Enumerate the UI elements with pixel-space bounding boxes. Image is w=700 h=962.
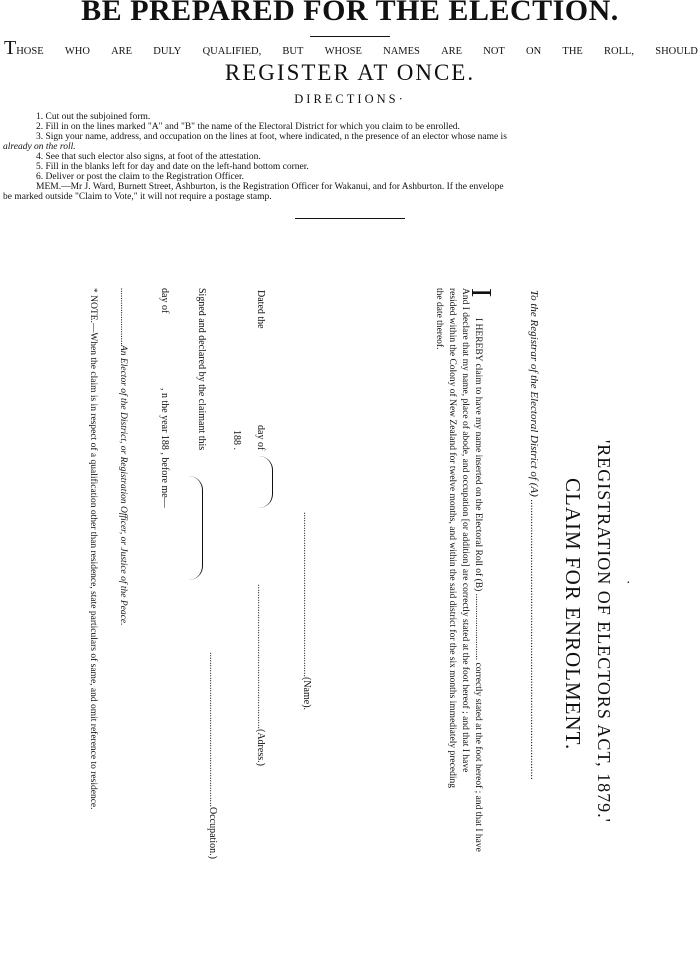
claim-line: And I declare that my name, place of abode, and occupation [or addition] are correctly stated at the foot hereof ; and that I have: [460, 288, 470, 773]
elector-signature-line[interactable]: ........................An Elector of the District, or Registration Officer, or Justice of the Peace.: [118, 288, 128, 626]
intro-word: THE: [562, 46, 583, 57]
signed-declared-line: Signed and declared by the claimant this: [196, 288, 207, 451]
intro-word: DULY: [153, 46, 182, 57]
intro-word: NAMES: [383, 46, 420, 57]
day-of-label: day of: [159, 288, 170, 314]
intro-word: ON: [526, 46, 542, 57]
directions-title: DIRECTIONS·: [294, 92, 406, 106]
footnote: * NOTE.—When the claim is in respect of a qualification other than residence, state particulars of same, and omit reference to residence.: [88, 288, 98, 810]
direction-item: 5. Fill in the blanks left for day and date on the left-hand bottom corner.: [36, 162, 309, 172]
directions-list-continued: [36, 152, 309, 182]
separator-rule: [295, 218, 405, 219]
directions-list: [36, 112, 507, 142]
drop-cap: I: [465, 288, 496, 298]
headline: BE PREPARED FOR THE ELECTION.: [81, 0, 619, 27]
claim-title: CLAIM FOR ENROLMENT.: [561, 478, 585, 751]
to-registrar-line: To the Registrar of the Electoral District of (A) ......................................................................................................: [528, 290, 540, 780]
intro-word: ARE: [111, 46, 133, 57]
register-heading: REGISTER AT ONCE.: [224, 60, 476, 85]
address-field[interactable]: ..........................................................(Adress.): [255, 584, 266, 766]
direction-item: 6. Deliver or post the claim to the Registration Officer.: [36, 172, 244, 182]
direction-item: 4. See that such elector also signs, at foot of the attestation.: [36, 152, 261, 162]
direction-item: 3. Sign your name, address, and occupation on the lines at foot, where indicated, n the presence of an elector whose name is: [36, 132, 507, 142]
memo-line: MEM.—Mr J. Ward, Burnett Street, Ashburton, is the Registration Officer for Wakanui, and for Ashburton. If the envelope: [36, 182, 504, 192]
intro-word: BUT: [282, 46, 304, 57]
memo-continuation: be marked outside "Claim to Vote," it will not require a postage stamp.: [3, 192, 272, 202]
ornament-dot: ·: [626, 576, 631, 591]
act-title: 'REGISTRATION OF ELECTORS ACT, 1879.': [594, 440, 614, 823]
claim-line: the date thereof.: [434, 288, 444, 350]
intro-line: [4, 38, 698, 58]
intro-word: WHO: [64, 46, 90, 57]
dated-the-label: Dated the: [255, 290, 266, 329]
separator-rule: [310, 36, 390, 37]
day-of-label: day of: [255, 425, 266, 451]
name-field[interactable]: ..................................................................(Name).: [301, 512, 312, 711]
claim-line: resided within the Colony of New Zealand for twelve months, and within the said district for the six months immediately preceding: [447, 288, 457, 788]
direction-continuation: already on the roll.: [3, 142, 76, 152]
intro-word: NOT: [483, 46, 505, 57]
intro-first-word: THOSE: [4, 37, 44, 59]
occupation-field[interactable]: ..............................................................Occupation.): [207, 652, 218, 859]
direction-item: 1. Cut out the subjoined form.: [36, 112, 151, 122]
claim-line: I HEREBY claim to have my name inserted on the Electoral Roll of (B) ............................ correctly stated at the foot hereof ; and that I have: [473, 318, 483, 852]
intro-word: ARE: [441, 46, 463, 57]
direction-item: 2. Fill in on the lines marked "A" and "B" the name of the Electoral District for which you claim to be enrolled.: [36, 122, 460, 132]
brace: [254, 456, 273, 508]
in-year-line: , n the year 188 , before me—: [159, 388, 170, 508]
year-label: 188 .: [231, 430, 242, 450]
intro-word: QUALIFIED,: [202, 46, 262, 57]
intro-word: SHOULD: [655, 46, 698, 57]
intro-word: WHOSE: [324, 46, 362, 57]
intro-word: ROLL,: [604, 46, 635, 57]
brace: [184, 476, 203, 580]
